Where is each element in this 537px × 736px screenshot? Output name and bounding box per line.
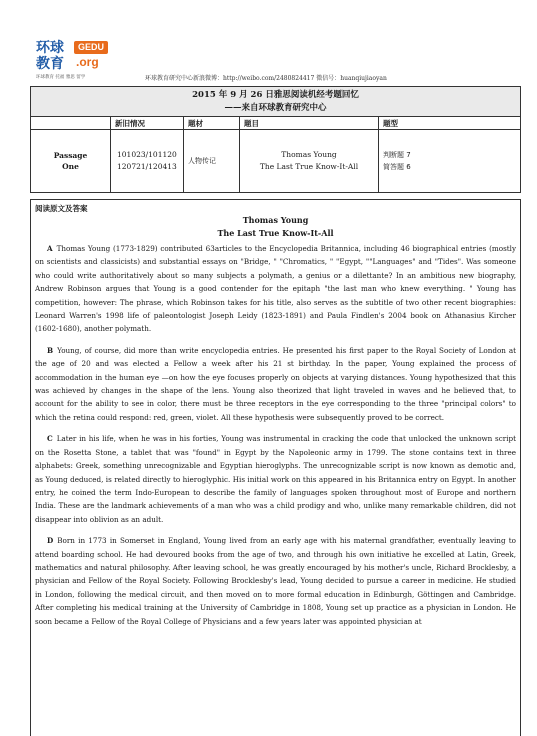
table-title-line1: 2015 年 9 月 26 日雅思阅读机经考题回忆 [192,90,359,100]
table-title-line2: ——来自环球教育研究中心 [224,103,327,113]
paragraph-c [35,432,516,526]
col-header-topic: 题目 [240,117,379,129]
logo-badge: GEDU [74,41,108,54]
paragraph-d [35,534,516,628]
paragraph-letter: D [47,536,54,546]
passage-label-2: One [62,162,79,171]
cell-codes [111,130,184,192]
col-header-status: 新旧情况 [111,117,184,129]
paragraph-text: Young, of course, did more than write encyclopedia entries. He presented his first paper to the Royal Society of London at the age of 20 and was elected a Fellow a week after his 21 st birthday. In the paper, Young explained the process of accommodation in the human eye —on how the eye focuses properly on objects at varying distances. Young hypothesized that this was achieved by changes in the shape of the lens. Young also theorized that light traveled in waves and he believed that, to account for the ability to see in color, there must be three receptors in the eye corresponding to the three "principal colors" to which the retina could respond: red, green, violet. All these hypothesis were subsequently proved to be correct. [35,345,516,422]
col-header-qtype: 题型 [383,119,398,128]
topic-line-1: Thomas Young [281,150,337,159]
codes-line-1: 101023/101120 [117,150,177,159]
contact-line: 环球教育研究中心新浪微博：http://weibo.com/2480824417 微信号：huanqiujiaoyan [145,75,387,82]
table-header-row [31,117,520,130]
cell-passage [31,130,111,192]
qtype-line-1: 判断题 7 [383,151,411,159]
logo-name: 环球教育 [36,40,64,72]
paragraph-text: Born in 1773 in Somerset in England, Young lived from an early age with his maternal grandfather, eventually leaving to attend boarding school. He had devoured books from the age of two, and through his own initiative he excelled at Latin, Greek, mathematics and natural philosophy. After leaving school, he was greatly encouraged by his mother's uncle, Richard Brocklesby, a physician and Fellow of the Royal Society. Following Brocklesby's lead, Young decided to pursue a career in medicine. He studied in London, following the medical circuit, and then moved on to more formal education in Edinburgh, Göttingen and Cambridge. After completing his medical training at the University of Cambridge in 1808, Young set up practice as a physician in London. He soon became a Fellow of the Royal College of Physicians and a few years later was appointed physician at [35,536,516,626]
table-title [31,87,520,117]
paragraph-letter: C [47,434,53,444]
paragraph-text: Later in his life, when he was in his forties, Young was instrumental in cracking the code that unlocked the unknown script on the Rosetta Stone, a tablet that was "found" in Egypt by the Napoleonic army in 1799. The stone contains text in three alphabets: Greek, something unrecognizable and Egyptian hieroglyphs. The unrecognizable script is now known as demotic and, as Young deduced, is related directly to hieroglyphic. His initial work on this appeared in his Britannica entry on Egypt. In another entry, he coined the term Indo-European to describe the family of languages spoken throughout most of Europe and northern India. These are the landmark achievements of a man who was a child prodigy and who, unlike many remarkable children, did not disappear into oblivion as an adult. [35,434,516,524]
paragraph-letter: B [47,345,54,355]
paragraph-text: Thomas Young (1773-1829) contributed 63articles to the Encyclopedia Britannica, including 46 biographical entries (mostly on scientists and classicists) and substantial essays on "Bridge, " "Chromatics, " "Egypt, ""Languages" and "Tides". Was someone who could write authoritatively about so many subjects a polymath, a genius or a dilettante? In an ambitious new biography, Andrew Robinson argues that Young is a good contender for the epitaph "the last man who knew everything. " Young has competition, however: The phrase, which Robinson takes for his title, also serves as the subtitle of two other recent biographies: Leonard Warren's 1998 life of paleontologist Joseph Leidy (1823-1891) and Paula Findlen's 2004 book on Athanasius Kircher (1602-1680), another polymath. [35,244,516,334]
topic-line-2: The Last True Know-It-All [259,162,359,171]
exam-info-table [30,86,521,193]
table-row [31,130,520,192]
logo-tagline: 环球教育 托福 雅思 留学 [36,75,86,80]
cell-topic [240,130,379,192]
page-header [0,0,537,90]
logo-org: .org [76,55,99,69]
paragraph-a [35,242,516,336]
section-label: 阅读原文及答案 [35,204,88,213]
genre-value: 人物传记 [188,157,216,165]
cell-genre [184,130,240,192]
col-header-blank [31,117,111,129]
reading-section [30,199,521,736]
paragraph-b [35,344,516,424]
paragraph-letter: A [47,244,53,253]
article-title-line1: Thomas Young [242,215,309,225]
col-header-genre: 题材 [184,117,240,129]
gedu-logo [36,40,116,80]
article-title-line2: The Last True Know-It-All [217,228,334,238]
passage-label-1: Passage [53,151,88,160]
cell-qtype [379,130,520,192]
qtype-line-2: 简答题 6 [383,163,411,171]
codes-line-2: 120721/120413 [117,162,177,171]
